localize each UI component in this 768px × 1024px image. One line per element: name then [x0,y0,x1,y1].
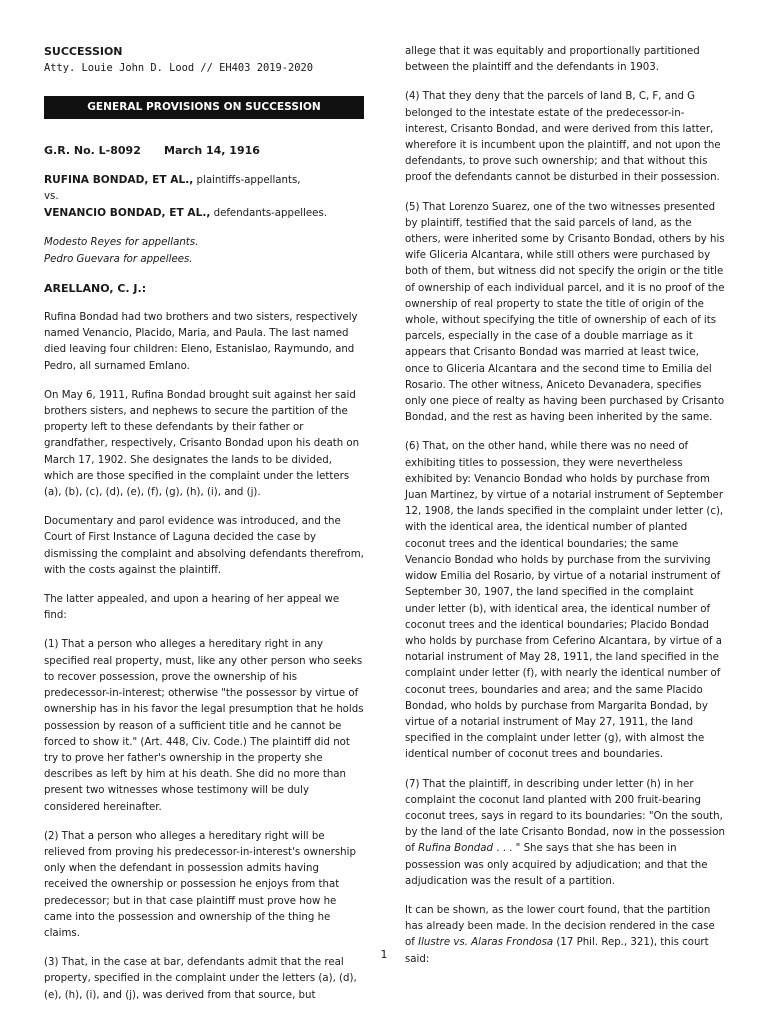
body-paragraph: Rufina Bondad had two brothers and two sisters, respectively named Venancio, Placido, Maria, and Paula. The last named died leaving four children: Eleno, Estanislao, Raymundo, and Pedro, all surnamed Emlano. [44,312,358,372]
defendant-role: defendants-appellees. [210,208,327,220]
finding-paragraph: allege that it was equitably and proportionally partitioned between the plaintiff and the defendants in 1903. [405,46,700,74]
body-paragraph: On May 6, 1911, Rufina Bondad brought suit against her said brothers sisters, and nephews to secure the partition of the property left to these defendants by their father or grandfather, respectively, Crisanto Bondad upon his death on March 17, 1902. She designates the lands to be divided, which are those specified in the complaint under the letters (a), (b), (c), (d), (e), (f), (g), (h), (i), and (j). [44,389,360,499]
finding-paragraph: (3) That, in the case at bar, defendants admit that the real property, specified in the complaint under the letters (a), (d), (e), (h), (i), and (j), was derived from that source, but [44,957,357,1001]
section-heading-bar: GENERAL PROVISIONS ON SUCCESSION [44,96,364,118]
finding-paragraph: (4) That they deny that the parcels of land B, C, F, and G belonged to the intestate estate of the predecessor-in-interest, Crisanto Bondad, and were derived from this latter, wherefore it is incumbent upon the plaintiff, and not upon the defendants, to prove such ownership; and that without this proof the defendants cannot be disturbed in their possession. [405,91,721,184]
document-subtitle: Atty. Louie John D. Lood // EH403 2019-2020 [44,62,313,75]
text-run: . . . " She says that she has been in possession was only acquired by adjudication; and that the adjudication was the result of a partition. [405,843,708,887]
finding-paragraph: (2) That a person who alleges a hereditary right will be relieved from proving his predecessor-in-interest's ownership only when the defendant in possession admits having received the ownership or possession he enjoys from that predecessor; but in that case plaintiff must prove how he came into the possession and ownership of the thing he claims. [44,830,356,939]
counsel-appellees: Pedro Guevara for appellees. [44,253,193,265]
finding-paragraph [405,777,725,890]
text-run: (17 Phil. Rep., 321), this court said: [405,937,709,965]
finding-paragraph: (6) That, on the other hand, while there was no need of exhibiting titles to possession, they were nevertheless exhibited by: Venancio Bondad who holds by purchase from Juan Martinez, by virtue of a notarial instrument of September 12, 1908, the lands specified in the complaint under letter (c), with the identical area, the identical number of planted coconut trees and the identical boundaries; the same Venancio Bondad who holds by purchase from the surviving widow Emilia del Rosario, by virtue of a notarial instrument of September 30, 1907, the land specified in the complaint under letter (b), with identical area, the identical number of coconut trees and the identical boundaries; Placido Bondad who holds by purchase from Ceferino Alcantara, by virtue of a notarial instrument of May 28, 1911, the land specified in the complaint under letter (f), with nearly the identical number of coconut trees, boundaries and area; and the same Placido Bondad, who holds by purchase from Margarita Bondad, by virtue of a notarial instrument of May 27, 1911, the land specified in the complaint under letter (g), with almost the identical number of coconut trees and boundaries. [405,441,724,761]
counsel-block [44,235,364,267]
finding-paragraph: (1) That a person who alleges a hereditary right in any specified real property, must, like any other person who seeks to recover possession, prove the ownership of his predecessor-in-interest; otherwise "the possessor by virtue of ownership has in his favor the legal presumption that he holds possession by reason of a sufficient title and he cannot be forced to show it." (Art. 448, Civ. Code.) The plaintiff did not try to prove her father's ownership in the property she describes as left by him at his death. She did no more than present two witnesses whose testimony will be duly considered hereinafter. [44,639,364,813]
body-paragraph: The latter appealed, and upon a hearing of her appeal we find: [44,594,340,622]
italic-party-name: Rufina Bondad [418,843,493,855]
ponente: ARELLANO, C. J.: [44,281,147,295]
counsel-appellants: Modesto Reyes for appellants. [44,237,199,249]
left-column [44,44,364,1017]
text-run: (7) That the plaintiff, in describing under letter (h) in her complaint the coconut land planted with 200 fruit-bearing coconut trees, says in regard to its boundaries: "On the south, by the land of the late Crisanto Bondad, now in the possession of [405,778,725,855]
right-column [405,44,725,981]
plaintiff-name: RUFINA BONDAD, ET AL., [44,173,194,186]
case-parties [44,172,364,223]
gr-number: G.R. No. L-8092 [44,143,141,157]
versus: vs. [44,191,59,203]
page-number: 1 [380,948,388,961]
finding-paragraph: (5) That Lorenzo Suarez, one of the two witnesses presented by plaintiff, testified that the said parcels of land, as the others, were inherited some by Crisanto Bondad, others by his wife Gliceria Alcantara, while still others were purchased by both of them, but witness did not specify the origin or the title of ownership of each individual parcel, and it is no proof of the ownership of real property to state the title of origin of the whole, without specifying the title of ownership of each of its parcels, especially in the case of a double marriage as it appears that Crisanto Bondad was married at least twice, once to Gliceria Alcantara and the second time to Emilia del Rosario. The other witness, Aniceto Devanadera, specifies only one piece of realty as having been purchased by Crisanto Bondad, and the rest as having been inherited by the same. [405,201,725,424]
body-paragraph: Documentary and parol evidence was introduced, and the Court of First Instance of Laguna decided the case by dismissing the complaint and absolving defendants therefrom, with the costs against the plaintiff. [44,516,364,576]
document-title: SUCCESSION [44,45,123,58]
case-number-line [44,143,364,159]
italic-case-citation: Ilustre vs. Alaras Frondosa [418,937,554,949]
defendant-name: VENANCIO BONDAD, ET AL., [44,207,211,220]
text-run: It can be shown, as the lower court found, that the partition has already been made. In the decision rendered in the case of [405,904,715,949]
case-date: March 14, 1916 [164,143,260,157]
plaintiff-role: plaintiffs-appellants, [193,174,301,186]
